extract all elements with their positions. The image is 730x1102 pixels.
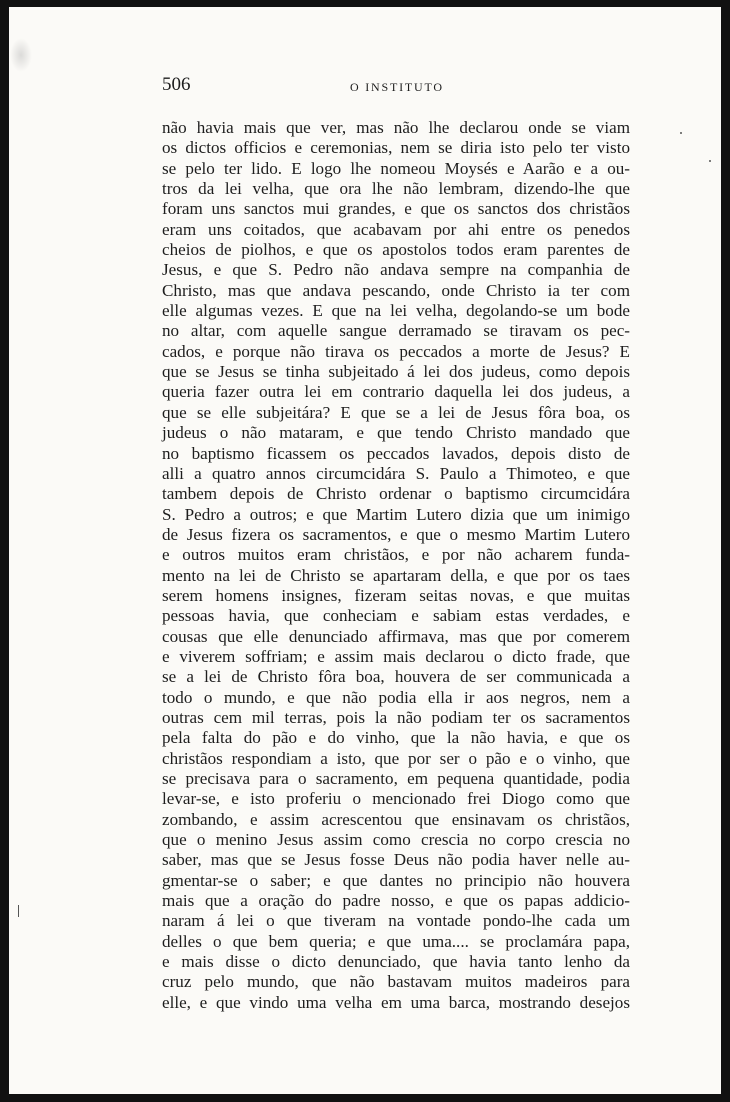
ink-speck: [18, 905, 19, 917]
text-line: foram uns sanctos mui grandes, e que os sanctos dos christãos: [162, 199, 630, 219]
text-line: zombando, e assim acrescentou que ensinavam os christãos,: [162, 809, 630, 829]
text-line: cousas que elle denunciado affirmava, mas que por comerem: [162, 626, 630, 646]
text-line: se pelo ter lido. E logo lhe nomeou Moysés e Aarão e a ou-: [162, 158, 630, 178]
text-line: no altar, com aquelle sangue derramado se tiravam os pec-: [162, 321, 630, 341]
margin-smudge: [10, 38, 32, 72]
text-line: Christo, mas que andava pescando, onde Christo ia ter com: [162, 280, 630, 300]
page-header: [162, 74, 630, 98]
text-line: outras cem mil terras, pois la não podiam ter os sacramentos: [162, 707, 630, 727]
text-line: cheios de piolhos, e que os apostolos todos eram parentes de: [162, 240, 630, 260]
text-line: christãos respondiam a isto, que por ser o pão e o vinho, que: [162, 748, 630, 768]
text-line: no baptismo ficassem os peccados lavados, depois disto de: [162, 443, 630, 463]
text-line: os dictos officios e ceremonias, nem se diria isto pelo ter visto: [162, 138, 630, 158]
ink-speck: [680, 132, 682, 134]
text-line: pessoas havia, que conheciam e sabiam estas verdades, e: [162, 606, 630, 626]
text-line: e outros muitos eram christãos, e por não acharem funda-: [162, 545, 630, 565]
ink-speck: [709, 160, 711, 162]
text-line: mais que a oração do padre nosso, e que os papas addicio-: [162, 891, 630, 911]
text-line: judeus o não mataram, e que tendo Christo mandado que: [162, 423, 630, 443]
text-line: elle, e que vindo uma velha em uma barca, mostrando desejos: [162, 992, 630, 1012]
text-line: cruz pelo mundo, que não bastavam muitos madeiros para: [162, 972, 630, 992]
text-line: tambem depois de Christo ordenar o baptismo circumcidára: [162, 484, 630, 504]
text-line: que se Jesus se tinha subjeitado á lei dos judeus, como depois: [162, 362, 630, 382]
text-line: gmentar-se o saber; e que dantes no principio não houvera: [162, 870, 630, 890]
text-line: e viverem soffriam; e assim mais declarou o dicto frade, que: [162, 646, 630, 666]
text-line: que o menino Jesus assim como crescia no corpo crescia no: [162, 830, 630, 850]
text-line: delles o que bem queria; e que uma.... se proclamára papa,: [162, 931, 630, 951]
text-line: naram á lei o que tiveram na vontade pondo-lhe cada um: [162, 911, 630, 931]
text-line: queria fazer outra lei em contrario daquella lei dos judeus, a: [162, 382, 630, 402]
text-line: todo o mundo, e que não podia ella ir aos negros, nem a: [162, 687, 630, 707]
page-number: 506: [162, 74, 191, 95]
body-text: [162, 118, 630, 1013]
text-line: tros da lei velha, que ora lhe não lembram, dizendo-lhe que: [162, 179, 630, 199]
text-line: se a lei de Christo fôra boa, houvera de ser communicada a: [162, 667, 630, 687]
text-line: mento na lei de Christo se apartaram della, e que por os taes: [162, 565, 630, 585]
text-line: pela falta do pão e do vinho, que la não havia, e que os: [162, 728, 630, 748]
text-line: eram uns coitados, que acabavam por ahi entre os penedos: [162, 219, 630, 239]
text-line: serem homens insignes, fizeram seitas novas, e que muitas: [162, 585, 630, 605]
text-line: levar-se, e isto proferiu o mencionado frei Diogo como que: [162, 789, 630, 809]
text-line: de Jesus fizera os sacramentos, e que o mesmo Martim Lutero: [162, 524, 630, 544]
running-title: O INSTITUTO: [350, 80, 444, 94]
text-line: não havia mais que ver, mas não lhe declarou onde se viam: [162, 118, 630, 137]
text-line: que se elle subjeitára? E que se a lei de Jesus fôra boa, os: [162, 402, 630, 422]
text-line: saber, mas que se Jesus fosse Deus não podia haver nelle au-: [162, 850, 630, 870]
text-line: alli a quatro annos circumcidára S. Paulo a Thimoteo, e que: [162, 463, 630, 483]
text-line: e mais disse o dicto denunciado, que havia tanto lenho da: [162, 952, 630, 972]
text-line: Jesus, e que S. Pedro não andava sempre na companhia de: [162, 260, 630, 280]
text-line: elle algumas vezes. E que na lei velha, degolando-se um bode: [162, 301, 630, 321]
text-line: se precisava para o sacramento, em pequena quantidade, podia: [162, 769, 630, 788]
text-line: cados, e porque não tirava os peccados a morte de Jesus? E: [162, 341, 630, 361]
text-line: S. Pedro a outros; e que Martim Lutero dizia que um inimigo: [162, 504, 630, 524]
